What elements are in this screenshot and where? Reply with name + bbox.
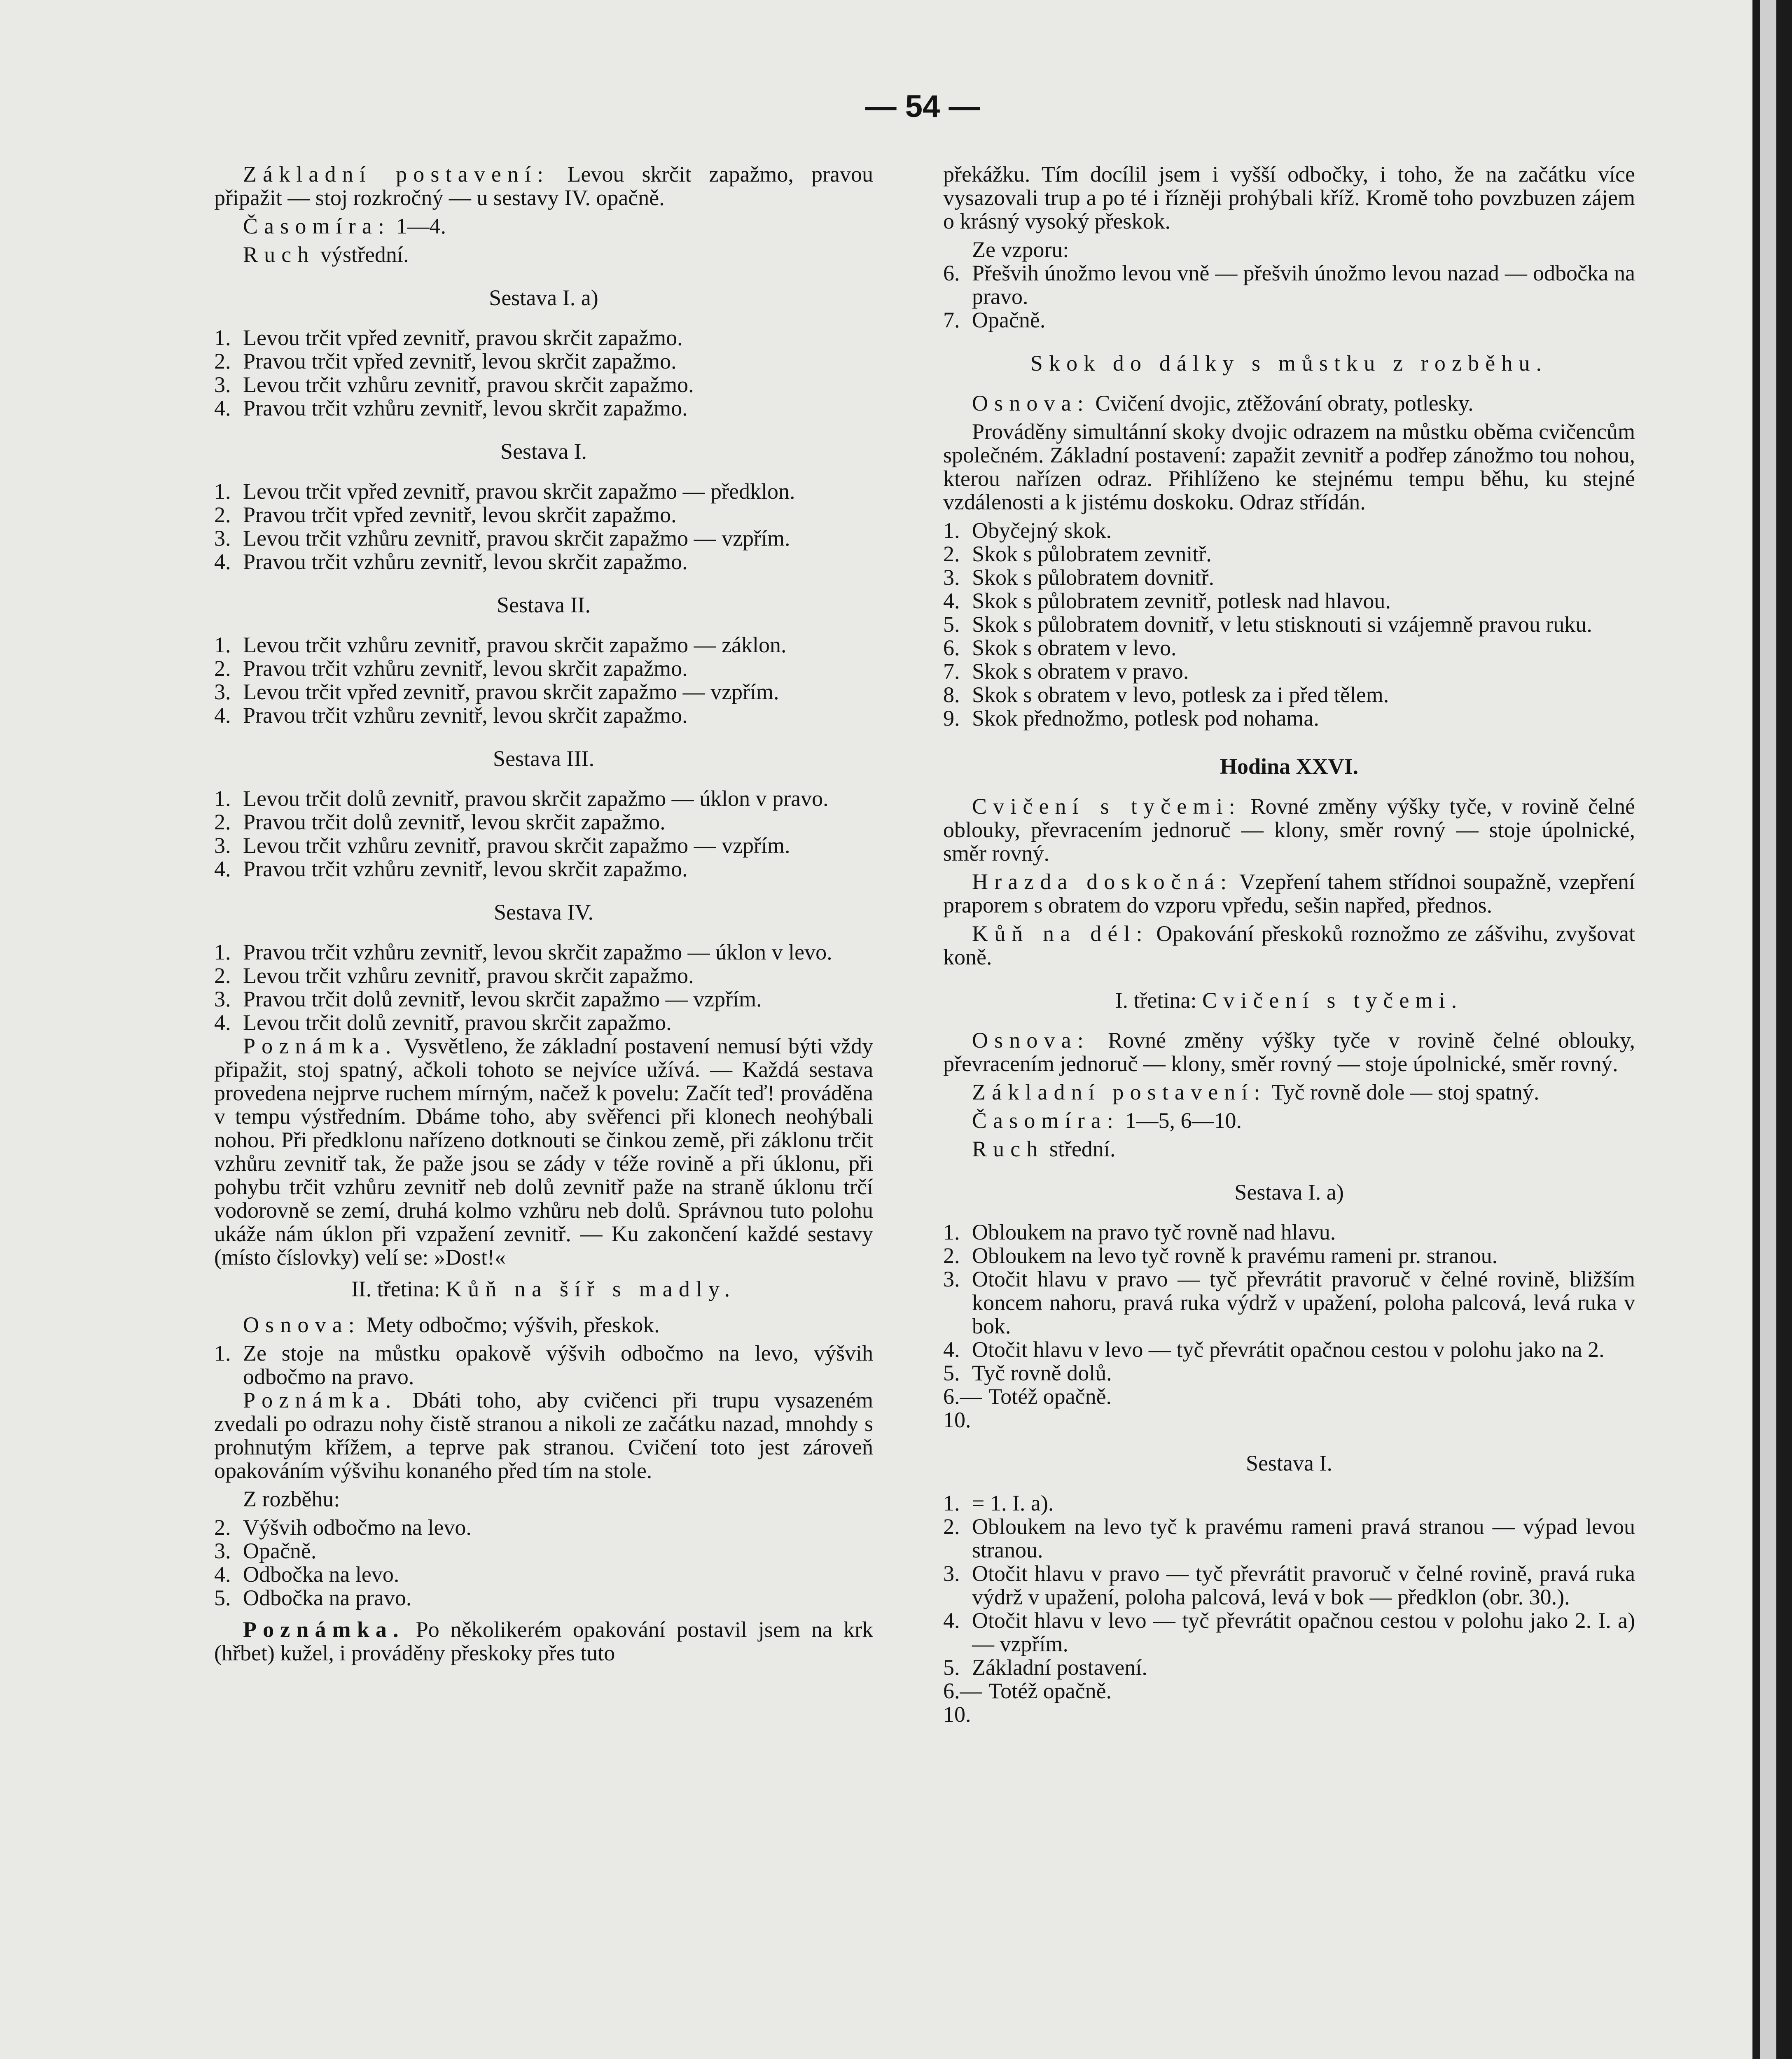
tempo: Ruch střední. (972, 1137, 1116, 1161)
exercise-list (943, 1492, 1635, 1726)
list-item: 5. Tyč rovně dolů. (943, 1361, 1112, 1385)
list-item: 3. Opačně. (214, 1538, 317, 1563)
list-item: 3. Levou trčit vzhůru zevnitř, pravou skrčit zapažmo — vzpřím. (214, 526, 790, 551)
list-item: 1. Pravou trčit vzhůru zevnitř, levou skrčit zapažmo — úklon v levo. (214, 940, 832, 964)
list-item: 1. = 1. I. a). (943, 1491, 1054, 1515)
list-item: 2. Pravou trčit vzhůru zevnitř, levou skrčit zapažmo. (214, 656, 688, 681)
list-item: 4. Otočit hlavu v levo — tyč převrátit opačnou cestou v polohu jako na 2. (943, 1337, 1605, 1362)
list-item: 4. Odbočka na levo. (214, 1562, 400, 1587)
list-item: 3. Otočit hlavu v pravo — tyč převrátit pravoruč v čelné rovině, pravá ruka výdrž v upažení, poloha palcová, levá v bok — předklon (obr. 30.). (943, 1561, 1635, 1609)
list-item: 6. Přešvih únožmo levou vně — přešvih únožmo levou nazad — odbočka na pravo. (943, 261, 1635, 309)
exercise-list (214, 480, 873, 574)
list-item: 4. Pravou trčit vzhůru zevnitř, levou skrčit zapažmo. (214, 857, 688, 881)
outline: Osnova: Cvičení dvojic, ztěžování obraty, potlesky. (972, 391, 1474, 416)
paragraph: Kůň na dél: Opakování přeskoků roznožmo ze zášvihu, zvyšovat koně. (943, 921, 1635, 969)
section-heading: Sestava III. (493, 746, 594, 771)
basic-position: Základní postavení: Levou skrčit zapažmo, pravou připažit — stoj rozkročný — u sestavy IV. opačně. (214, 162, 874, 210)
list-item: 3. Skok s půlobratem dovnitř. (943, 565, 1214, 590)
page-sheet-edge (1760, 0, 1776, 2059)
exercise-list (214, 941, 873, 1034)
section-heading: Sestava I. a) (489, 285, 598, 310)
list-item: 9. Skok přednožmo, potlesk pod nohama. (943, 706, 1319, 731)
exercise-list (943, 1221, 1635, 1432)
list-item: 5. Skok s půlobratem dovnitř, v letu stisknouti si vzájemně pravou ruku. (943, 612, 1592, 637)
list-item: 4. Otočit hlavu v levo — tyč převrátit opačnou cestou v polohu jako 2. I. a) — vzpřím. (943, 1608, 1635, 1656)
list-item: 4. Levou trčit dolů zevnitř, pravou skrčit zapažmo. (214, 1010, 672, 1035)
list-item: 1. Levou trčit vzhůru zevnitř, pravou skrčit zapažmo — záklon. (214, 633, 787, 657)
list-item: 7. Opačně. (943, 308, 1046, 332)
section-heading: Sestava I. a) (1234, 1180, 1344, 1205)
exercise-list (214, 326, 873, 420)
list-item: 4. Pravou trčit vzhůru zevnitř, levou skrčit zapažmo. (214, 549, 688, 574)
list-item: 2. Obloukem na levo tyč rovně k pravému rameni pr. stranou. (943, 1243, 1498, 1268)
list-item: 3. Levou trčit vzhůru zevnitř, pravou skrčit zapažmo. (214, 372, 694, 397)
list-item: 1. Obloukem na pravo tyč rovně nad hlavu. (943, 1220, 1336, 1244)
list-item: 6.—10. Totéž opačně. (943, 1678, 1112, 1727)
list-item: 6. Skok s obratem v levo. (943, 635, 1177, 660)
tempo: Ruch výstřední. (243, 242, 409, 267)
list-item: 4. Skok s půlobratem zevnitř, potlesk nad hlavou. (943, 588, 1391, 613)
list-item: 1. Levou trčit vpřed zevnitř, pravou skrčit zapažmo — předklon. (214, 479, 795, 504)
section-heading: II. třetina: Kůň na šíř s madly. (351, 1277, 736, 1301)
exercise-list (214, 787, 873, 881)
section-heading: Sestava II. (497, 593, 591, 617)
list-item: 4. Pravou trčit vzhůru zevnitř, levou skrčit zapažmo. (214, 703, 688, 728)
paragraph: překážku. Tím docílil jsem i vyšší odbočky, i toho, že na začátku více vysazovali trup a po té i řízněji prohýbali kříž. Kromě toho povzbuzen zájem o krásný vysoký přeskok. (943, 162, 1635, 233)
list-item: 1. Ze stoje na můstku opakově výšvih odbočmo na levo, výšvih odbočmo na pravo. (214, 1341, 873, 1389)
exercise-list (214, 633, 873, 727)
note: Poznámka. Dbáti toho, aby cvičenci při trupu vysazeném zvedali po odrazu nohy čistě stranou a nikoli ze začátku nazad, mnohdy s prohnutým křížem, a teprve pak stranou. Cvičení toto jest zároveň opakováním výšvihu konaného před tím na stole. (214, 1388, 873, 1483)
list-item: 3. Levou trčit vpřed zevnitř, pravou skrčit zapažmo — vzpřím. (214, 679, 779, 704)
list-item: 1. Levou trčit vpřed zevnitř, pravou skrčit zapažmo. (214, 325, 683, 350)
section-heading: Sestava I. (500, 439, 587, 464)
paragraph: Cvičení s tyčemi: Rovné změny výšky tyče, v rovině čelné oblouky, převracením jednoruč — klony, směr rovný — stoje úpolnické, směr rovný. (943, 794, 1635, 866)
list-item: 3. Levou trčit vzhůru zevnitř, pravou skrčit zapažmo — vzpřím. (214, 833, 790, 858)
list-item: 2. Pravou trčit vpřed zevnitř, levou skrčit zapažmo. (214, 349, 677, 374)
left-column (214, 163, 873, 1670)
lesson-title: Hodina XXVI. (1220, 754, 1359, 779)
timing: Časomíra: 1—4. (243, 214, 446, 238)
list-item: 2. Levou trčit vzhůru zevnitř, pravou skrčit zapažmo. (214, 963, 694, 988)
outline: Osnova: Rovné změny výšky tyče v rovině čelné oblouky, převracením jednoruč — klony, směr rovný — stoje úpolnické, směr rovný. (943, 1028, 1635, 1076)
subheading: Ze vzporu: (972, 237, 1069, 262)
basic-position: Základní postavení: Tyč rovně dole — stoj spatný. (972, 1080, 1540, 1104)
section-heading: Sestava IV. (494, 900, 593, 924)
list-item: 2. Skok s půlobratem zevnitř. (943, 542, 1212, 566)
list-item: 2. Pravou trčit vpřed zevnitř, levou skrčit zapažmo. (214, 502, 677, 527)
outline: Osnova: Mety odbočmo; výšvih, přeskok. (243, 1312, 660, 1337)
note: Poznámka. Po několikerém opakování postavil jsem na krk (hřbet) kužel, i prováděny přeskoky přes tuto (214, 1617, 874, 1665)
paragraph: Prováděny simultánní skoky dvojic odrazem na můstku oběma cvičencům společném. Základní postavení: zapažit zevnitř a podřep zánožmo tou nohou, kterou nařízen odraz. Přihlíženo ke stejnému tempu běhu, ku stejné vzdálenosti a k jistému doskoku. Odraz střídán. (943, 419, 1635, 514)
list-item: 2. Pravou trčit dolů zevnitř, levou skrčit zapažmo. (214, 810, 666, 834)
note: Poznámka. Vysvětleno, že základní postavení nemusí býti vždy připažit, stoj spatný, ačkoli tohoto se nejvíce užívá. — Každá sestava provedena nejprve ruchem mírným, načež k povelu: Začít teď! prováděna v tempu výstředním. Dbáme toho, aby svěřenci při klonech neohýbali nohou. Při předklonu nařízeno dotknouti se činkou země, při záklonu trčit vzhůru zevnitř tak, že paže jsou se zády v téže rovině a při úklonu, při pohybu trčit vzhůru zevnitř neb dolů zevnitř paže na straně úklonu trčí vodorovně se zemí, druhá kolmo vzhůru neb dolů. Správnou tuto polohu ukáže nám úklon při vzpažení zevnitř. — Ku zakončení každé sestavy (místo číslovky) velí se: »Dost!« (214, 1034, 873, 1270)
list-item: 1. Obyčejný skok. (943, 518, 1112, 543)
subheading: Z rozběhu: (243, 1487, 340, 1511)
page-number: — 54 — (865, 89, 980, 124)
section-heading: Sestava I. (1246, 1451, 1332, 1475)
timing: Časomíra: 1—5, 6—10. (972, 1108, 1242, 1133)
list-item: 2. Výšvih odbočmo na levo. (214, 1515, 472, 1540)
list-item: 1. Levou trčit dolů zevnitř, pravou skrčit zapažmo — úklon v pravo. (214, 786, 829, 811)
scan-edge (1752, 0, 1792, 2059)
list-item: 2. Obloukem na levo tyč k pravému rameni pravá stranou — výpad levou stranou. (943, 1514, 1635, 1562)
right-column (943, 163, 1635, 1726)
exercise-list (943, 519, 1635, 730)
list-item: 6.—10. Totéž opačně. (943, 1384, 1112, 1432)
list-item: 5. Základní postavení. (943, 1655, 1147, 1680)
list-item: 7. Skok s obratem v pravo. (943, 659, 1189, 684)
list-item: 3. Otočit hlavu v pravo — tyč převrátit pravoruč v čelné rovině, bližším koncem nahoru, pravá ruka výdrž v upažení, poloha palcová, levá ruka v bok. (943, 1267, 1635, 1338)
list-item: 3. Pravou trčit dolů zevnitř, levou skrčit zapažmo — vzpřím. (214, 987, 762, 1011)
list-item: 5. Odbočka na pravo. (214, 1585, 412, 1610)
section-heading: I. třetina: Cvičení s tyčemi. (1115, 988, 1463, 1013)
list-item: 8. Skok s obratem v levo, potlesk za i před tělem. (943, 682, 1389, 707)
list-item: 4. Pravou trčit vzhůru zevnitř, levou skrčit zapažmo. (214, 396, 688, 420)
section-heading: Skok do dálky s můstku z rozběhu. (1030, 351, 1548, 376)
paragraph: Hrazda doskočná: Vzepření tahem střídnoi soupažně, vzepření praporem s obratem do vzporu vpředu, sešin napřed, přednos. (943, 869, 1635, 917)
exercise-list (214, 1516, 873, 1610)
